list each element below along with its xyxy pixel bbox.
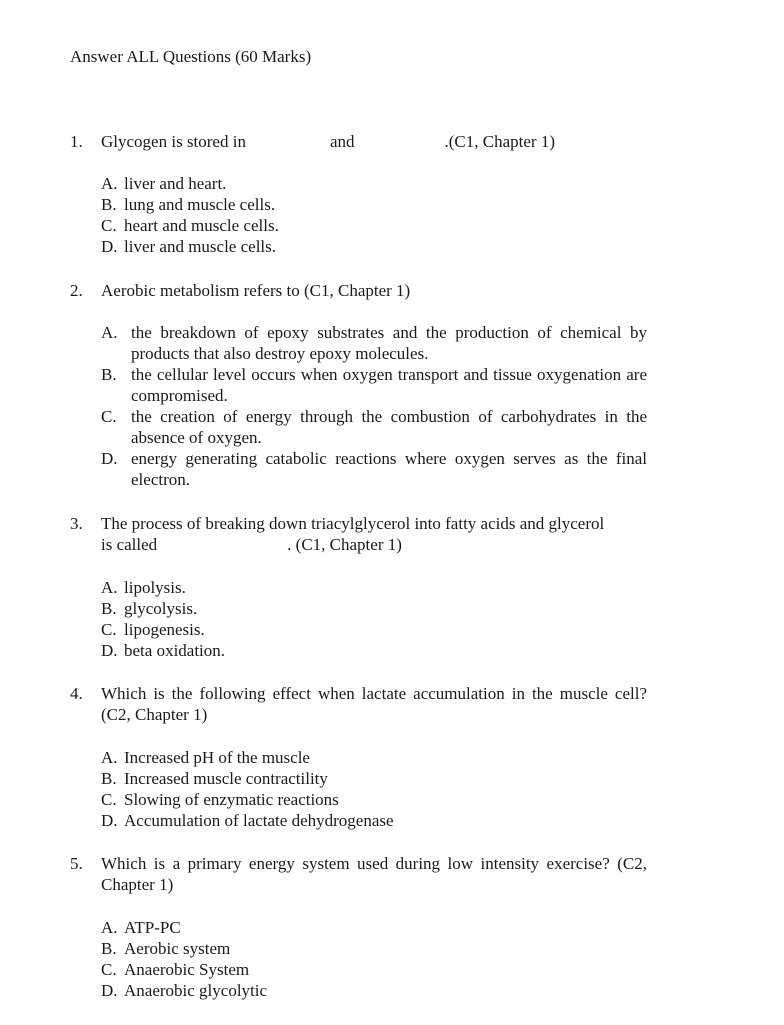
question-number: 5.	[70, 854, 83, 873]
option-d	[101, 810, 647, 831]
option-c	[101, 789, 647, 810]
option-letter: C.	[101, 790, 117, 809]
option-letter: B.	[101, 195, 117, 214]
option-c	[101, 619, 647, 640]
option-d	[101, 980, 647, 1001]
option-a	[101, 577, 647, 598]
option-letter: B.	[101, 939, 117, 958]
question-text	[101, 131, 647, 152]
option-a	[101, 917, 647, 938]
option-text: energy generating catabolic reactions where oxygen serves as the final electron.	[131, 449, 647, 489]
option-text: liver and heart.	[124, 174, 227, 193]
question-text-part: is called	[101, 535, 158, 554]
option-b	[101, 938, 647, 959]
option-letter: B.	[101, 365, 117, 384]
option-letter: A.	[101, 918, 118, 937]
question-number: 4.	[70, 684, 83, 703]
question-number: 2.	[70, 281, 83, 300]
option-letter: C.	[101, 620, 117, 639]
option-text: heart and muscle cells.	[124, 216, 279, 235]
option-a	[101, 747, 647, 768]
option-c	[101, 406, 647, 448]
option-text: beta oxidation.	[124, 641, 226, 660]
option-letter: D.	[101, 237, 118, 256]
option-letter: A.	[101, 323, 118, 342]
option-d	[101, 448, 647, 490]
option-b	[101, 768, 647, 789]
option-b	[101, 598, 647, 619]
question-text-part: . (C1, Chapter 1)	[287, 535, 402, 554]
option-text: the cellular level occurs when oxygen transport and tissue oxygenation are compromised.	[131, 365, 647, 405]
option-letter: D.	[101, 641, 118, 660]
option-letter: C.	[101, 216, 117, 235]
option-text: the breakdown of epoxy substrates and the production of chemical by products that also destroy epoxy molecules.	[131, 323, 647, 363]
option-text: lipogenesis.	[124, 620, 205, 639]
option-text: Increased pH of the muscle	[124, 748, 310, 767]
options-list	[101, 917, 647, 1001]
option-text: the creation of energy through the combustion of carbohydrates in the absence of oxygen.	[131, 407, 647, 447]
option-letter: A.	[101, 174, 118, 193]
question-number: 1.	[70, 132, 83, 151]
option-text: Aerobic system	[124, 939, 231, 958]
option-text: Anaerobic System	[124, 960, 250, 979]
option-c	[101, 959, 647, 980]
options-list	[101, 577, 647, 661]
option-text: Increased muscle contractility	[124, 769, 328, 788]
option-text: glycolysis.	[124, 599, 198, 618]
options-list	[101, 173, 647, 257]
question-text-part: .(C1, Chapter 1)	[444, 132, 555, 151]
option-letter: C.	[101, 407, 117, 426]
question-text: Aerobic metabolism refers to (C1, Chapter 1)	[101, 281, 411, 300]
option-b	[101, 194, 647, 215]
option-letter: C.	[101, 960, 117, 979]
option-letter: D.	[101, 449, 118, 468]
option-c	[101, 215, 647, 236]
question-text: Which is the following effect when lactate accumulation in the muscle cell? (C2, Chapter 1)	[101, 684, 647, 724]
option-letter: A.	[101, 748, 118, 767]
option-letter: B.	[101, 769, 117, 788]
option-text: liver and muscle cells.	[124, 237, 277, 256]
option-letter: D.	[101, 811, 118, 830]
page-heading: Answer ALL Questions (60 Marks)	[70, 47, 312, 66]
option-text: Anaerobic glycolytic	[124, 981, 268, 1000]
options-list	[101, 322, 647, 490]
options-list	[101, 747, 647, 831]
option-text: lipolysis.	[124, 578, 186, 597]
option-letter: B.	[101, 599, 117, 618]
option-d	[101, 236, 647, 257]
option-text: lung and muscle cells.	[124, 195, 276, 214]
option-text: ATP-PC	[124, 918, 181, 937]
question-number: 3.	[70, 514, 83, 533]
question-text-line	[101, 534, 647, 555]
question-text	[101, 513, 647, 555]
question-text-line: The process of breaking down triacylglycerol into fatty acids and glycerol	[101, 514, 605, 533]
option-text: Slowing of enzymatic reactions	[124, 790, 339, 809]
option-b	[101, 364, 647, 406]
option-text: Accumulation of lactate dehydrogenase	[124, 811, 394, 830]
option-d	[101, 640, 647, 661]
option-a	[101, 173, 647, 194]
question-text: Which is a primary energy system used during low intensity exercise? (C2, Chapter 1)	[101, 854, 647, 894]
question-text-part: and	[329, 132, 355, 151]
question-text-part: Glycogen is stored in	[101, 132, 246, 151]
option-letter: D.	[101, 981, 118, 1000]
option-letter: A.	[101, 578, 118, 597]
option-a	[101, 322, 647, 364]
